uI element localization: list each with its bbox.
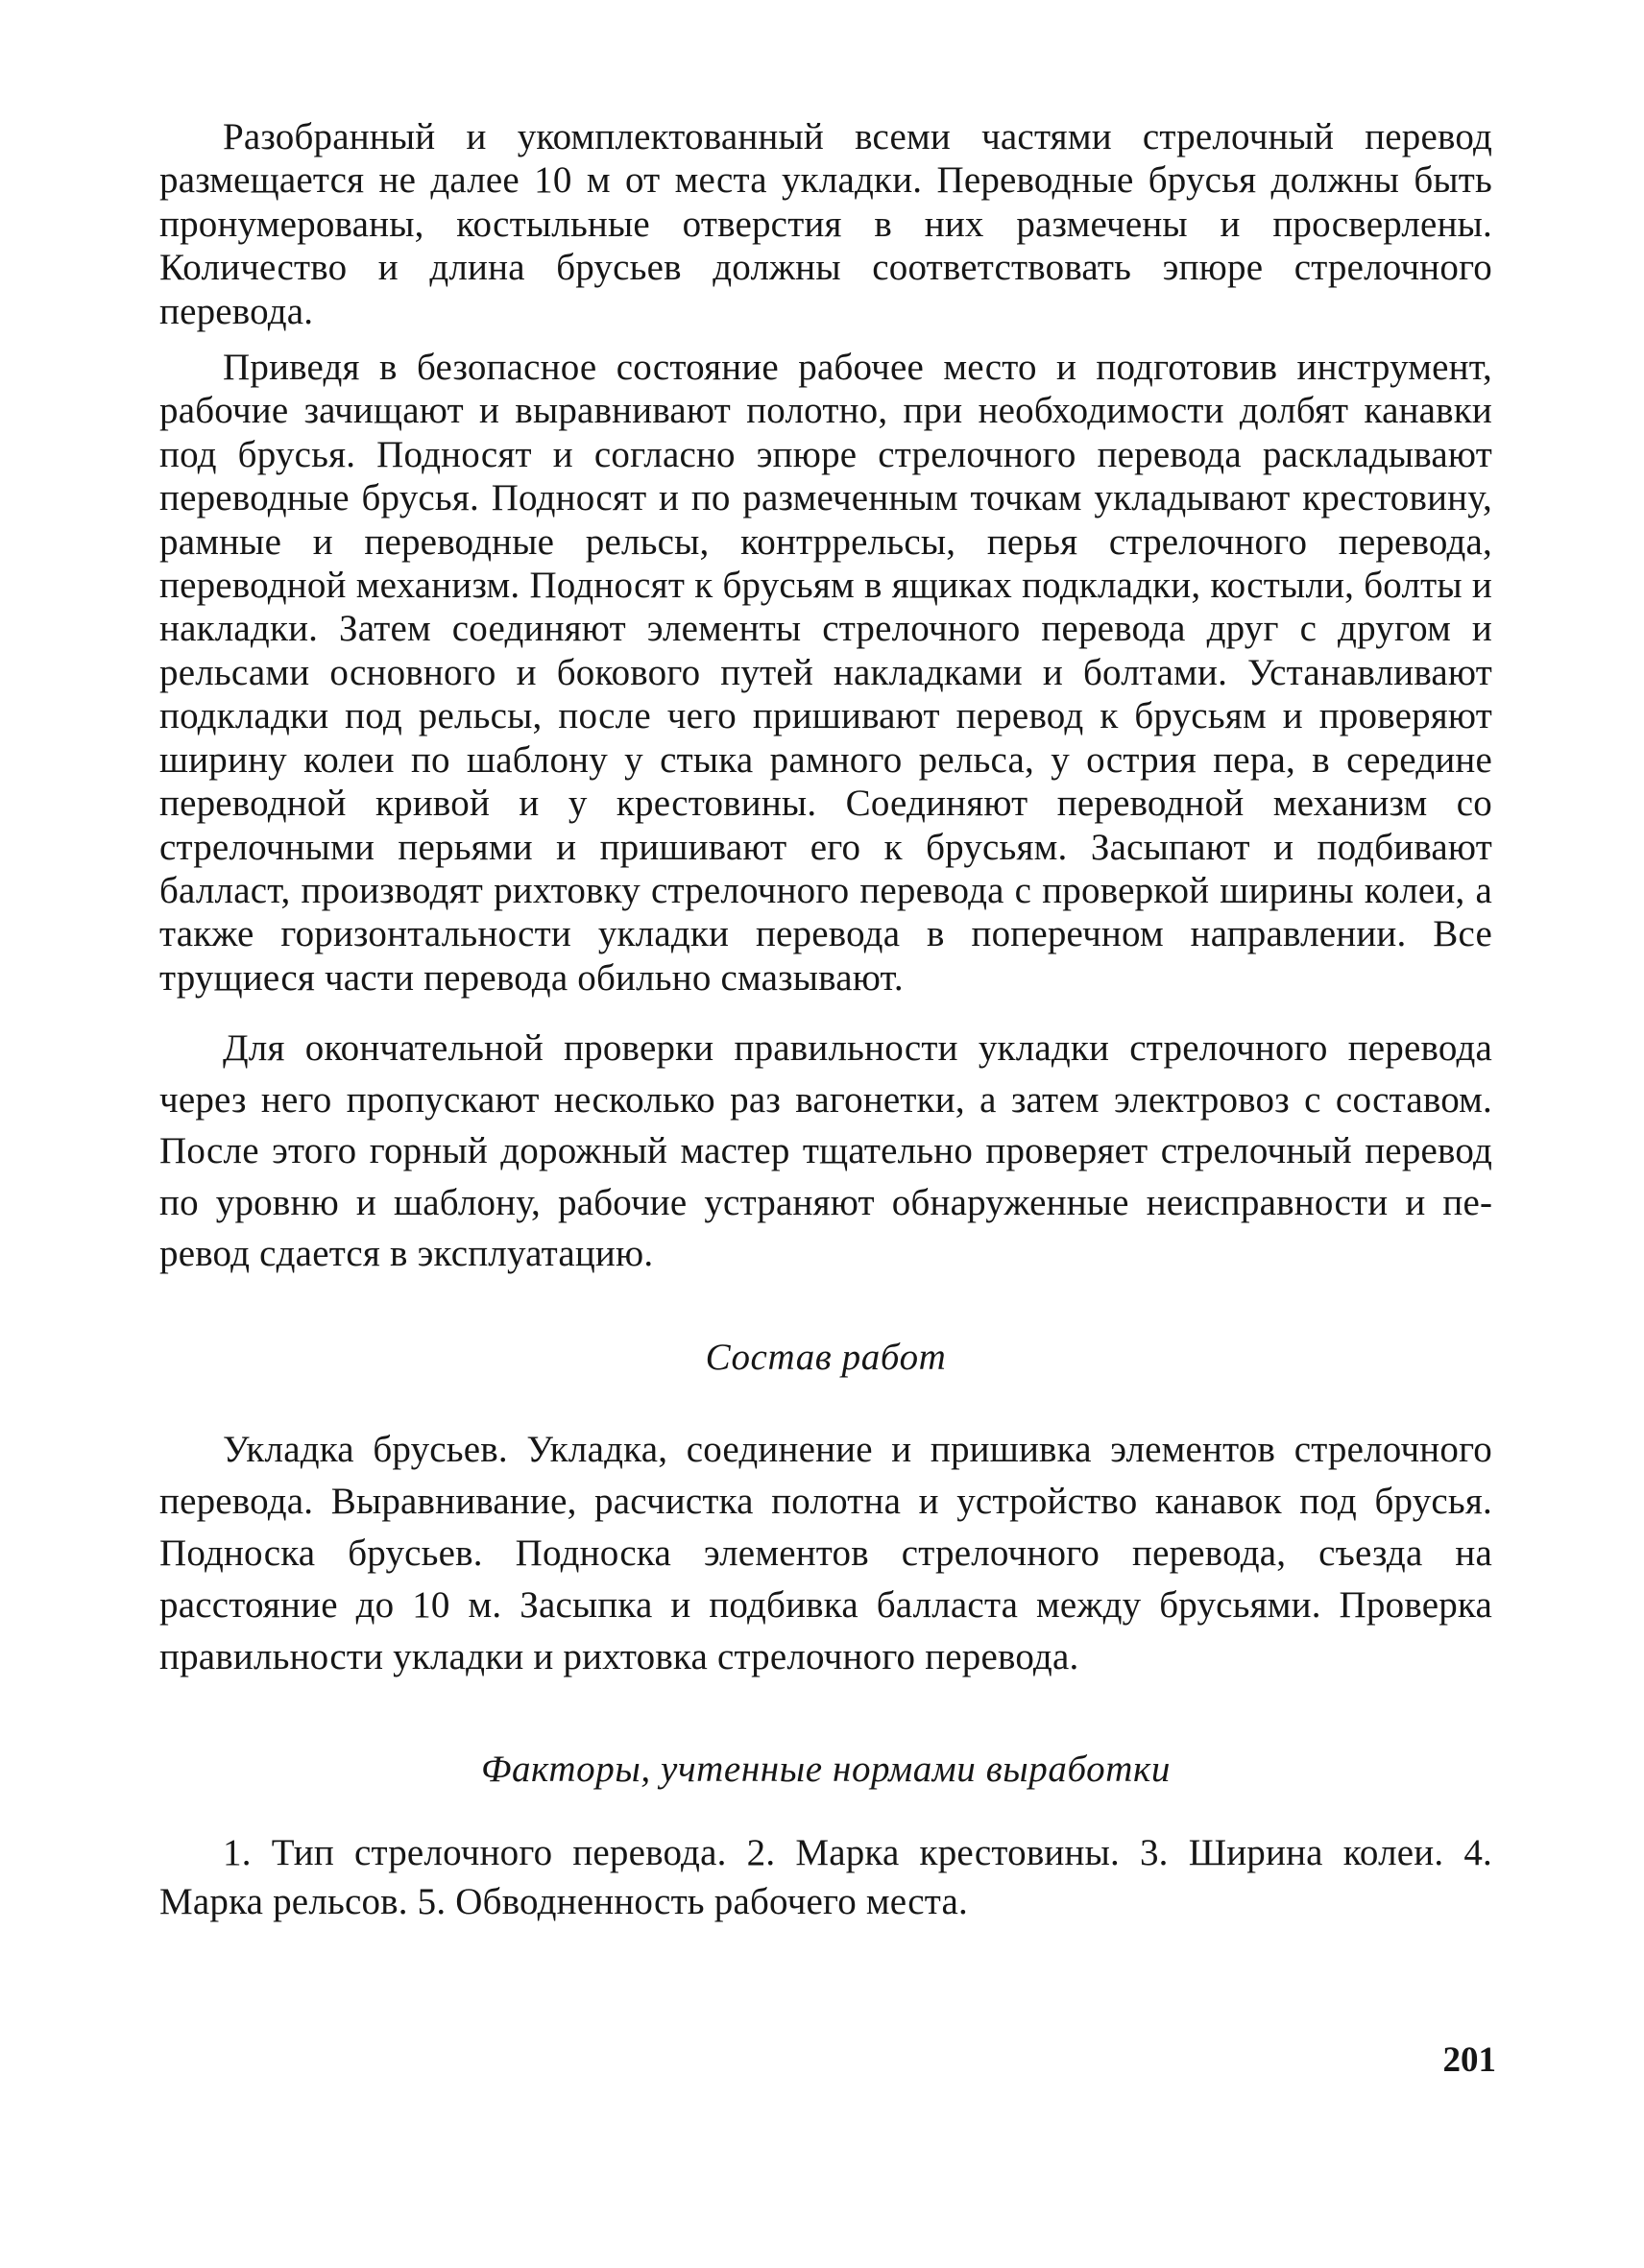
paragraph-norm-factors: 1. Тип стрелочного перевода. 2. Марка крестовины. 3. Ширина колеи. 4. Марка рельсов. 5. Обводненность рабочего места.: [159, 1831, 1492, 1922]
paragraph-installation-procedure: Приведя в безопасное состояние рабочее место и подготовив инструмент, рабочие зачищают и выравнивают полотно, при необходимости долбят канавки под брусья. Подносят и согласно эпюре стрелочного перевода раскладывают переводные брусья. Подносят и по размеченным точкам укладывают крестовину, рамные и переводные рельсы, контррельсы, перья стрелочного перевода, переводной механизм. Подносят к брусьям в ящиках подкладки, костыли, болты и накладки. Затем соединяют элементы стрелочного перевода друг с другом и рельсами основного и бокового путей накладками и болтами. Устанавливают подкладки под рельсы, после чего пришивают перевод к брусьям и проверяют ширину колеи по шаблону у стыка рамного рельса, у острия пера, в середине переводной кривой и у крестовины. Соединяют переводной механизм со стрелочными перьями и пришивают его к брусьям. Засыпают и подбивают балласт, производят рихтовку стрелочного перевода с проверкой ширины колеи, а также горизонтальности укладки перевода в поперечном направлении. Все трущиеся части перевода обильно смазывают.: [159, 347, 1492, 999]
heading-norm-factors: Факторы, учтенные нормами выработки: [480, 1748, 1171, 1790]
heading-work-composition: Состав работ: [705, 1336, 947, 1378]
paragraph-turnout-preparation: Разобранный и укомплектованный всеми частями стрелочный перевод размещается не далее 10 м от места укладки. Переводные брусья должны быть пронумерованы, костыльные отверстия в них размечены и просверлены. Количество и длина брусьев должны соответствовать эпюре стрелочного перевода.: [159, 116, 1492, 332]
page-body: [159, 115, 1492, 1926]
paragraph-work-composition: Укладка брусьев. Укладка, соединение и пришивка элементов стрелочного перевода. Выравнивание, расчистка полотна и устройство канавок под брусья. Подноска брусьев. Подноска элементов стрелочного перевода, съезда на расстояние до 10 м. Засыпка и подбивка балласта между брусьями. Проверка правильности укладки и рихтовка стрелочного перевода.: [159, 1428, 1492, 1677]
paragraph-final-inspection: Для окончательной проверки правильности укладки стрелочного перевода через него пропускают несколько раз вагонетки, а затем электровоз с составом. После этого горный дорожный мастер тщательно проверяет стрелочный перевод по уровню и шаблону, рабочие устраняют обнаруженные неисправности и перевод сдается в эксплуатацию.: [159, 1027, 1492, 1275]
page-number: 201: [1442, 2040, 1496, 2080]
